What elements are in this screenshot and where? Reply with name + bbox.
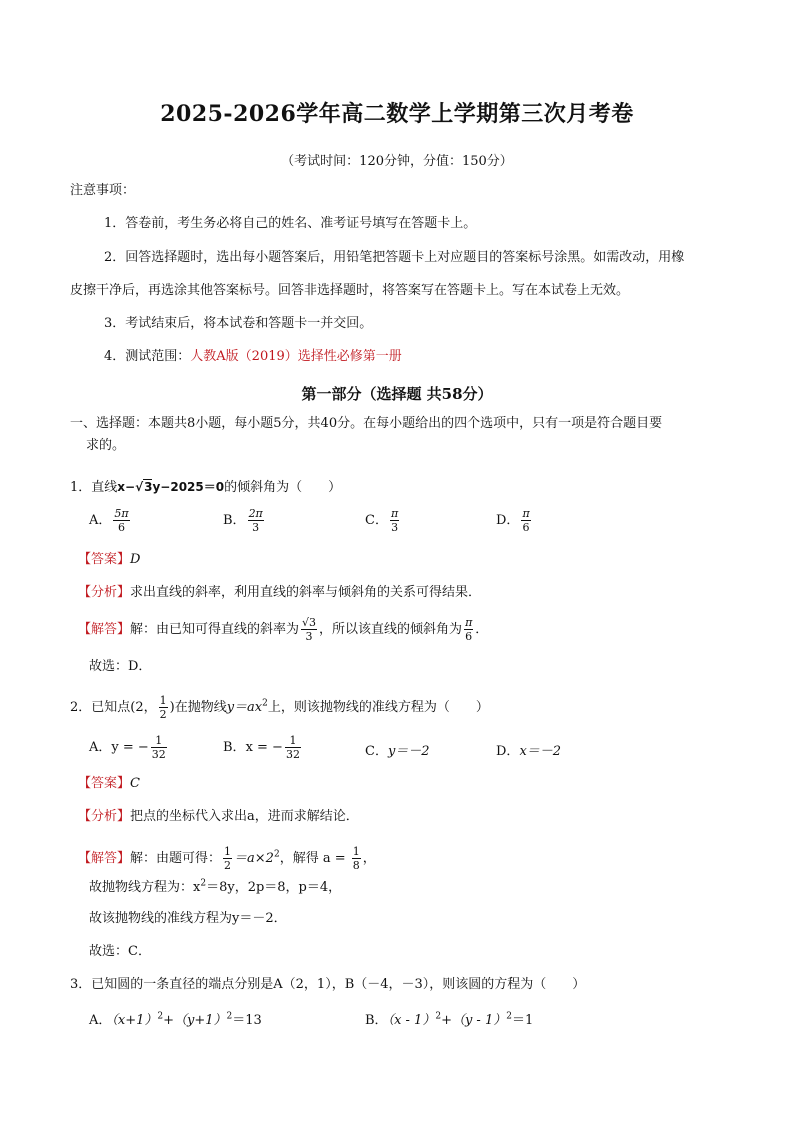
analysis-label: 【分析】 bbox=[78, 585, 131, 600]
note-4-prefix: 4．测试范围： bbox=[104, 349, 191, 364]
q2-conclusion: 故选：C． bbox=[89, 944, 151, 959]
q1-equation-a: x− bbox=[117, 480, 136, 494]
solution-label: 【解答】 bbox=[78, 622, 131, 637]
q2-answer-value: C bbox=[130, 776, 140, 791]
note-3: 3．考试结束后，将本试卷和答题卡一并交回。 bbox=[104, 316, 373, 331]
q1-analysis-text: 求出直线的斜率，利用直线的斜率与倾斜角的关系可得结果． bbox=[130, 585, 482, 600]
q2-option-c: C．y＝－2 bbox=[365, 744, 430, 759]
q1-option-d: D． $\frac{\pi}{6}$ bbox=[496, 507, 530, 534]
note-4 bbox=[104, 348, 402, 366]
test-scope: 人教A版（2019）选择性必修第一册 bbox=[190, 349, 402, 364]
q1-stem-suffix: 的倾斜角为（ ） bbox=[224, 480, 342, 495]
note-1: 1．答卷前，考生务必将自己的姓名、准考证号填写在答题卡上。 bbox=[104, 216, 477, 231]
q2-analysis: 【分析】把点的坐标代入求出a，进而求解结论． bbox=[78, 809, 359, 824]
q3-option-a: A．$(x+1)^2+(y+1)^2=13$ bbox=[89, 1011, 262, 1028]
q2-option-d: D．x＝－2 bbox=[496, 744, 562, 759]
note-2-line-2: 皮擦干净后，再选涂其他答案标号。回答非选择题时，将答案写在答题卡上。写在本试卷上无效。 bbox=[70, 283, 630, 298]
q2-analysis-text: 把点的坐标代入求出a，进而求解结论． bbox=[130, 809, 359, 824]
q2-line-2: 故该抛物线的准线方程为y＝－2． bbox=[89, 911, 287, 926]
part1-intro-line-2: 求的。 bbox=[86, 438, 126, 453]
section-title: 第一部分（选择题 共58分） bbox=[301, 385, 493, 403]
answer-label: 【答案】 bbox=[78, 552, 131, 567]
q1-conclusion: 故选：D． bbox=[89, 659, 152, 674]
exam-title: 2025-2026学年高二数学上学期第三次月考卷 bbox=[160, 101, 634, 127]
q1-analysis bbox=[78, 584, 481, 602]
q1-option-c: C． $\frac{\pi}{3}$ bbox=[365, 507, 399, 534]
q1-option-b: B． $\frac{2\pi}{3}$ bbox=[223, 507, 263, 534]
q1-sqrt-arg: 3 bbox=[144, 480, 153, 494]
note-2-line-1: 2．回答选择题时，选出每小题答案后，用铅笔把答题卡上对应题目的答案标号涂黑。如需改动，用橡 bbox=[104, 250, 685, 265]
q1-option-a: A． $\frac{5\pi}{6}$ bbox=[89, 507, 129, 534]
q1-sqrt-sign: √ bbox=[135, 480, 144, 494]
q2-line-1: 故抛物线方程为：$x^2=8y$，2p＝8，p＝4， bbox=[89, 878, 342, 895]
exam-subtitle: （考试时间：120分钟，分值：150分） bbox=[281, 154, 513, 169]
part1-intro-line-1: 一、选择题：本题共8小题，每小题5分，共40分。在每小题给出的四个选项中，只有一项是符合题目要 bbox=[70, 416, 663, 431]
q1-solution: 【解答】解：由已知可得直线的斜率为 $\frac{√3}{3}$ ，所以该直线的倾斜角为 $\frac{\pi}{6}$ ． bbox=[78, 616, 489, 643]
notice-heading: 注意事项： bbox=[70, 183, 136, 198]
q3-stem: 3．已知圆的一条直径的端点分别是A（2，1），B（－4，－3），则该圆的方程为（ ） bbox=[70, 977, 586, 992]
q1-stem-prefix: 直线 bbox=[91, 480, 118, 495]
q2-option-b: B．x = − $\frac{1}{32}$ bbox=[223, 734, 300, 761]
q2-stem: 2．已知点(2， $\frac{1}{2}$ )在抛物线$y=ax^2$上，则该抛物线的准线方程为（ ） bbox=[70, 694, 489, 721]
q2-answer: 【答案】C bbox=[78, 776, 140, 791]
q1-number: 1． bbox=[70, 480, 92, 495]
q1-equation-b: y−2025＝0 bbox=[152, 480, 225, 494]
q1-answer-value: D bbox=[130, 552, 141, 567]
q2-option-a: A．y = − $\frac{1}{32}$ bbox=[89, 734, 166, 761]
q1-answer bbox=[78, 551, 140, 569]
q1-stem bbox=[70, 478, 341, 497]
q3-option-b: B．（x - 1）$^2$+（y - 1）$^2$＝1 bbox=[365, 1011, 534, 1028]
q2-solution: 【解答】解：由题可得： $\frac{1}{2}$ $=a\times 2^2$，解得 a = $\frac{1}{8}$ ， bbox=[78, 845, 376, 872]
